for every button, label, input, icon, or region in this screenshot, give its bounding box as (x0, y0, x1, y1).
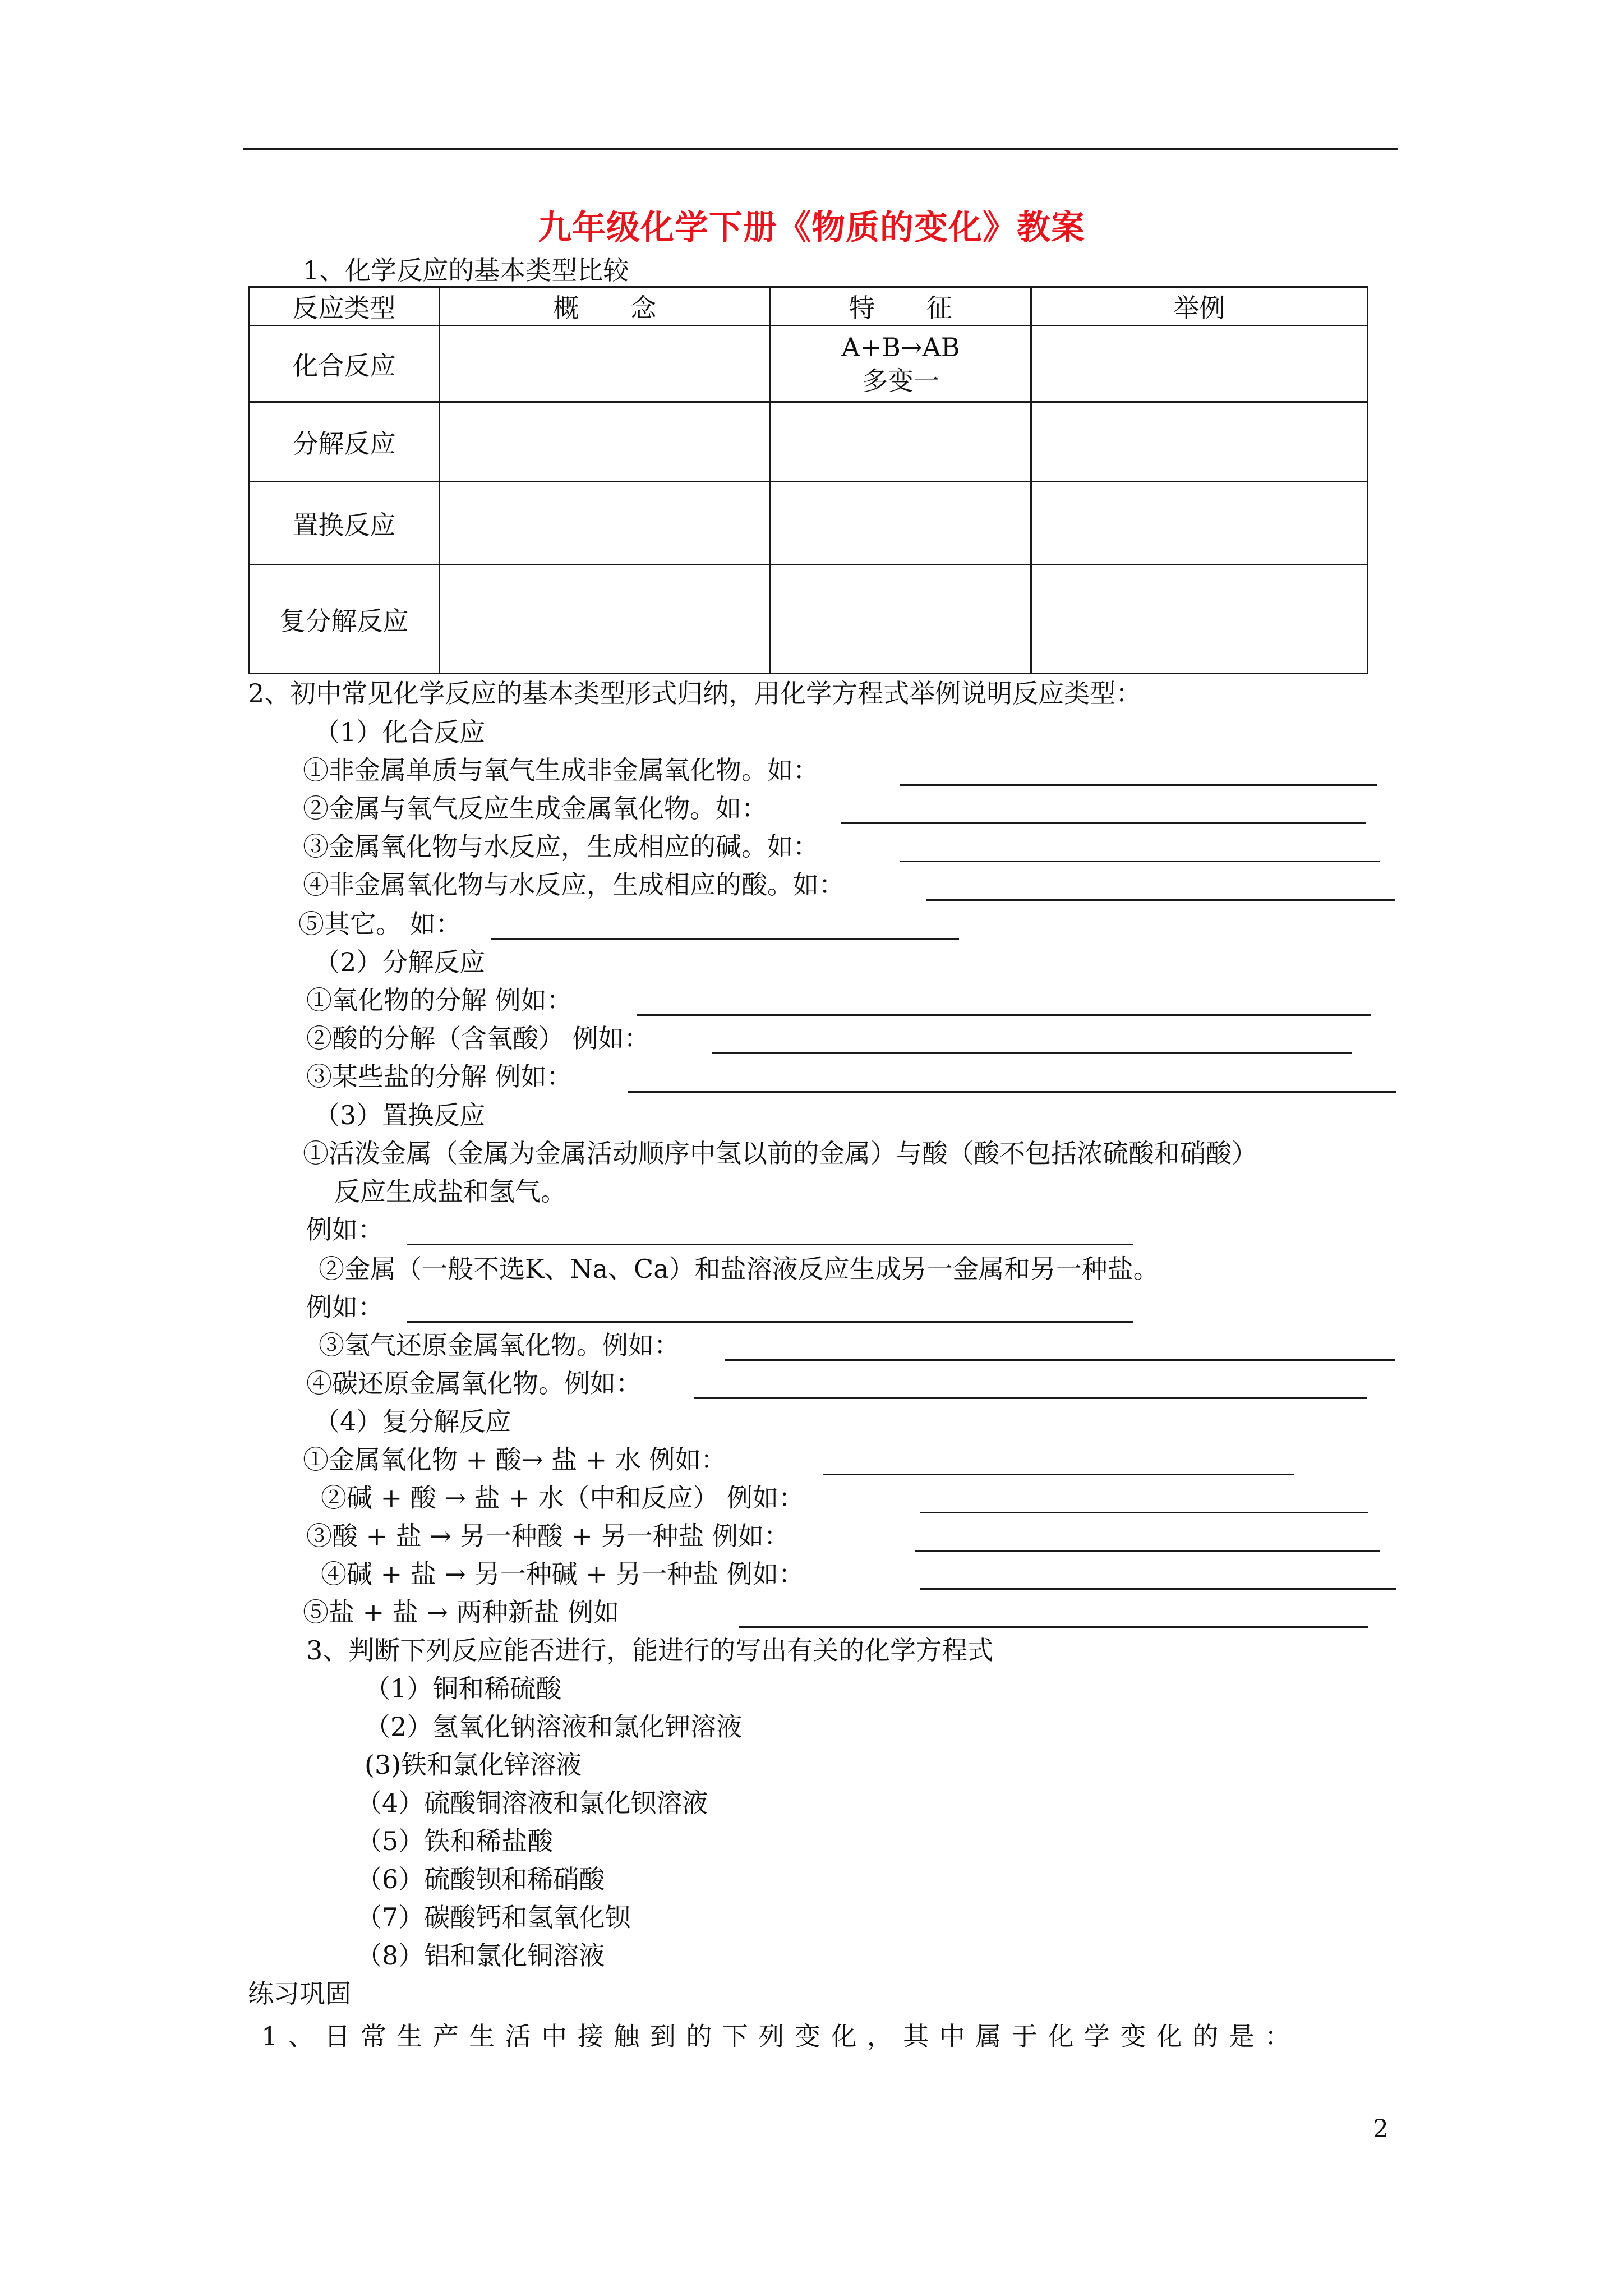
displacement-item-3: ③氢气还原金属氧化物。例如： (319, 1330, 680, 1360)
concept-cell[interactable] (440, 402, 771, 482)
displacement-title: （3）置换反应 (314, 1100, 486, 1130)
feature-description: 多变一 (862, 365, 939, 396)
feature-formula: A+B→AB (841, 332, 960, 362)
combination-item: ①非金属单质与氧气生成非金属氧化物。如： (303, 755, 819, 785)
section3-item: （5）铁和稀盐酸 (356, 1826, 554, 1856)
answer-blank[interactable] (712, 1052, 1352, 1054)
section3-item: （7）碳酸钙和氢氧化钡 (356, 1902, 631, 1932)
table-header-cell: 概 念 (440, 287, 771, 326)
concept-cell[interactable] (440, 326, 771, 402)
combination-item: ④非金属氧化物与水反应，生成相应的酸。如： (303, 869, 845, 900)
table-row (249, 565, 1368, 674)
table-header-cell: 反应类型 (249, 287, 440, 326)
combination-item: ②金属与氧气反应生成金属氧化物。如： (303, 793, 767, 823)
table-header-row (249, 287, 1368, 326)
answer-blank[interactable] (920, 1512, 1368, 1513)
section3-item: （4）硫酸铜溶液和氯化钡溶液 (356, 1788, 708, 1818)
displacement-item-1: ①活泼金属（金属为金属活动顺序中氢以前的金属）与酸（酸不包括浓硫酸和硝酸） (303, 1138, 1257, 1168)
answer-blank[interactable] (407, 1244, 1133, 1245)
answer-blank[interactable] (900, 784, 1377, 786)
combination-item: ⑤其它。 如： (298, 909, 462, 939)
displacement-item-2: ②金属（一般不选K、Na、Ca）和盐溶液反应生成另一金属和另一种盐。 (319, 1254, 1159, 1284)
example-cell[interactable] (1031, 326, 1368, 402)
reaction-type-cell: 复分解反应 (249, 565, 440, 674)
reaction-type-cell: 化合反应 (249, 326, 440, 402)
example-cell[interactable] (1031, 482, 1368, 565)
answer-blank[interactable] (407, 1321, 1133, 1323)
displacement-item-4: ④碳还原金属氧化物。例如： (306, 1368, 642, 1398)
example-label: 例如： (306, 1292, 384, 1322)
decomposition-item: ①氧化物的分解 例如： (306, 985, 573, 1015)
double-displacement-item: ②碱 + 酸 → 盐 + 水（中和反应） 例如： (321, 1483, 804, 1513)
table-row (249, 326, 1368, 402)
section2-heading: 2、初中常见化学反应的基本类型形式归纳，用化学方程式举例说明反应类型： (248, 678, 1142, 708)
answer-blank[interactable] (900, 861, 1380, 862)
example-label: 例如： (306, 1214, 384, 1245)
answer-blank[interactable] (491, 938, 959, 940)
answer-blank[interactable] (739, 1626, 1368, 1628)
answer-blank[interactable] (841, 822, 1366, 824)
section3-item: （2）氢氧化钠溶液和氯化钾溶液 (365, 1711, 743, 1742)
answer-blank[interactable] (920, 1588, 1396, 1590)
table-row (249, 482, 1368, 565)
document-title: 九年级化学下册《物质的变化》教案 (538, 208, 1085, 247)
answer-blank[interactable] (823, 1474, 1294, 1475)
answer-blank[interactable] (637, 1014, 1371, 1016)
table-header-cell: 特 征 (771, 287, 1031, 326)
double-displacement-item: ⑤盐 + 盐 → 两种新盐 例如 (303, 1597, 620, 1627)
page-number: 2 (1373, 2115, 1389, 2143)
decomposition-item: ③某些盐的分解 例如： (306, 1061, 573, 1092)
table-row (249, 402, 1368, 482)
concept-cell[interactable] (440, 482, 771, 565)
decomposition-title: （2）分解反应 (314, 947, 486, 977)
header-rule (243, 148, 1398, 150)
section3-item: （6）硫酸钡和稀硝酸 (356, 1864, 605, 1894)
reaction-type-cell: 置换反应 (249, 482, 440, 565)
section3-item: （8）铝和氯化铜溶液 (356, 1940, 605, 1971)
section1-heading: 1、化学反应的基本类型比较 (303, 255, 629, 286)
decomposition-item: ②酸的分解（含氧酸） 例如： (306, 1023, 650, 1053)
feature-cell[interactable] (771, 482, 1031, 565)
table-header-cell: 举例 (1031, 287, 1368, 326)
example-cell[interactable] (1031, 402, 1368, 482)
answer-blank[interactable] (628, 1091, 1396, 1093)
reaction-type-cell: 分解反应 (249, 402, 440, 482)
answer-blank[interactable] (725, 1359, 1395, 1361)
feature-cell[interactable] (771, 565, 1031, 674)
double-displacement-item: ④碱 + 盐 → 另一种碱 + 另一种盐 例如： (321, 1559, 804, 1589)
combination-title: （1）化合反应 (314, 717, 486, 747)
double-displacement-item: ③酸 + 盐 → 另一种酸 + 另一种盐 例如： (306, 1521, 790, 1551)
combination-item: ③金属氧化物与水反应，生成相应的碱。如： (303, 831, 819, 862)
section3-heading: 3、判断下列反应能否进行，能进行的写出有关的化学方程式 (306, 1635, 994, 1665)
section3-item: (3)铁和氯化锌溶液 (365, 1750, 582, 1780)
section3-item: （1）铜和稀硫酸 (365, 1673, 562, 1704)
answer-blank[interactable] (915, 1550, 1380, 1552)
displacement-item-1-cont: 反应生成盐和氢气。 (334, 1176, 566, 1207)
answer-blank[interactable] (694, 1397, 1367, 1399)
answer-blank[interactable] (926, 899, 1395, 901)
feature-cell[interactable] (771, 402, 1031, 482)
concept-cell[interactable] (440, 565, 771, 674)
feature-cell (771, 326, 1031, 402)
double-displacement-item: ①金属氧化物 + 酸→ 盐 + 水 例如： (303, 1444, 727, 1475)
practice-question: 1、日常生产生活中接触到的下列变化，其中属于化学变化的是： (261, 2021, 1301, 2051)
reaction-types-table (248, 286, 1368, 674)
example-cell[interactable] (1031, 565, 1368, 674)
double-displacement-title: （4）复分解反应 (314, 1406, 511, 1437)
practice-heading: 练习巩固 (248, 1978, 351, 2009)
